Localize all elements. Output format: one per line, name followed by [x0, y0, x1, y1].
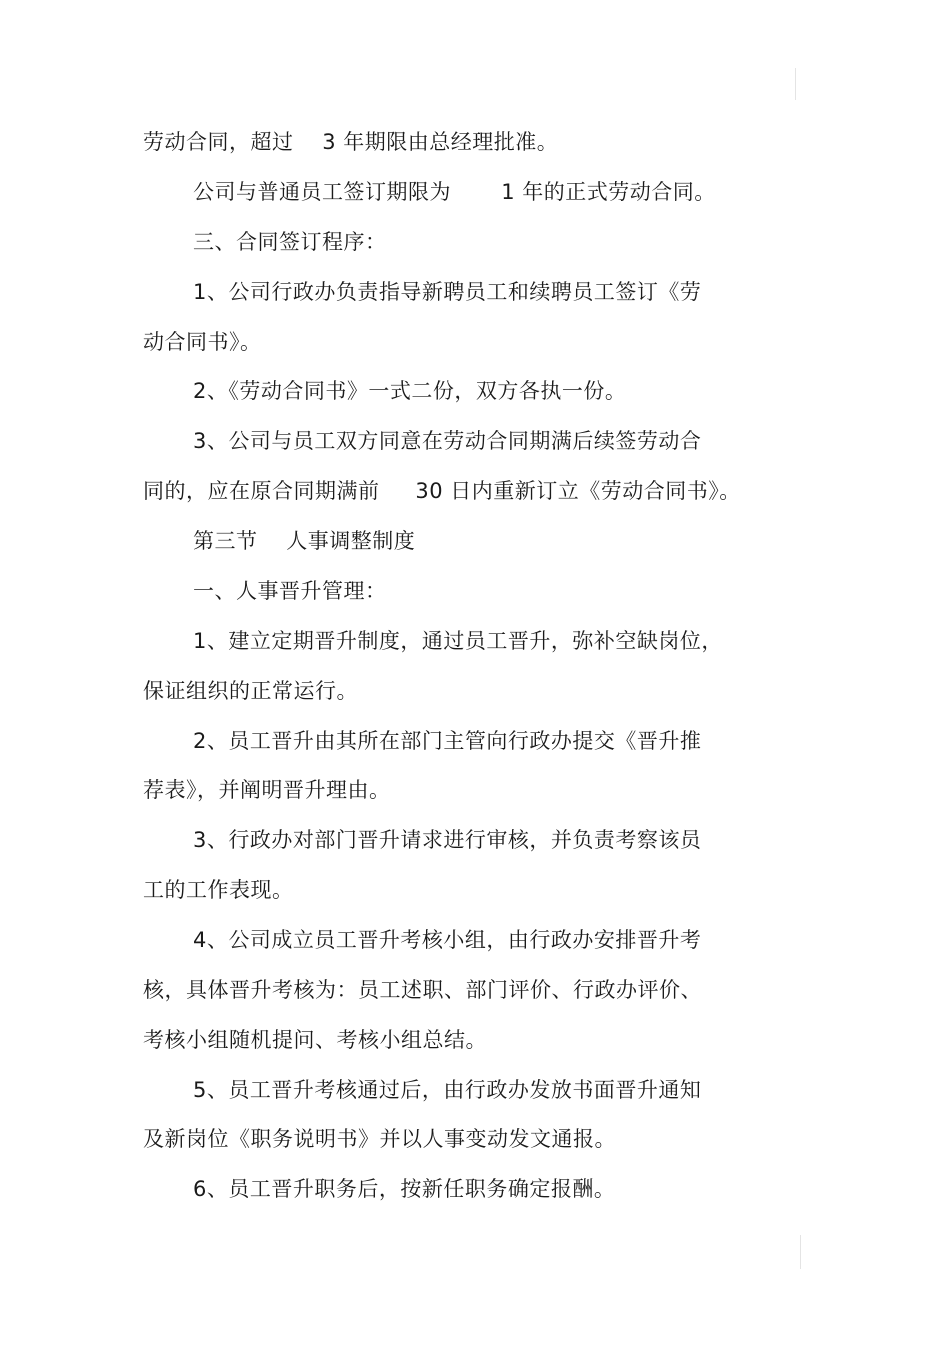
text-line: 2、《劳动合同书》一式二份，双方各执一份。: [193, 379, 627, 403]
section-heading: 三、合同签订程序：: [193, 230, 387, 254]
text-line: 劳动合同，超过 3 年期限由总经理批准。: [143, 130, 559, 154]
text-line: 6、员工晋升职务后，按新任职务确定报酬。: [193, 1177, 616, 1201]
text-line: 3、行政办对部门晋升请求进行审核，并负责考察该员: [193, 828, 702, 852]
text-line: 考核小组随机提问、考核小组总结。: [143, 1028, 487, 1052]
text-line: 1、建立定期晋升制度，通过员工晋升，弥补空缺岗位，: [193, 629, 723, 653]
text-line: 工的工作表现。: [143, 878, 294, 902]
text-line: 1、公司行政办负责指导新聘员工和续聘员工签订《劳: [193, 280, 702, 304]
text-line: 4、公司成立员工晋升考核小组，由行政办安排晋升考: [193, 928, 702, 952]
page-edge-mark-bottom: [800, 1235, 801, 1269]
section-heading: 第三节 人事调整制度: [193, 529, 416, 553]
text-line: 动合同书》。: [143, 330, 262, 354]
section-heading: 一、人事晋升管理：: [193, 579, 387, 603]
page-edge-mark-top: [795, 68, 796, 100]
text-line: 3、公司与员工双方同意在劳动合同期满后续签劳动合: [193, 429, 702, 453]
text-line: 核，具体晋升考核为：员工述职、部门评价、行政办评价、: [143, 978, 702, 1002]
text-line: 2、员工晋升由其所在部门主管向行政办提交《晋升推: [193, 729, 702, 753]
text-line: 保证组织的正常运行。: [143, 679, 358, 703]
text-line: 同的，应在原合同期满前 30 日内重新订立《劳动合同书》。: [143, 479, 741, 503]
text-line: 荐表》，并阐明晋升理由。: [143, 778, 391, 802]
text-line: 5、员工晋升考核通过后，由行政办发放书面晋升通知: [193, 1078, 702, 1102]
text-line: 公司与普通员工签订期限为 1 年的正式劳动合同。: [193, 180, 716, 204]
text-line: 及新岗位《职务说明书》并以人事变动发文通报。: [143, 1127, 616, 1151]
